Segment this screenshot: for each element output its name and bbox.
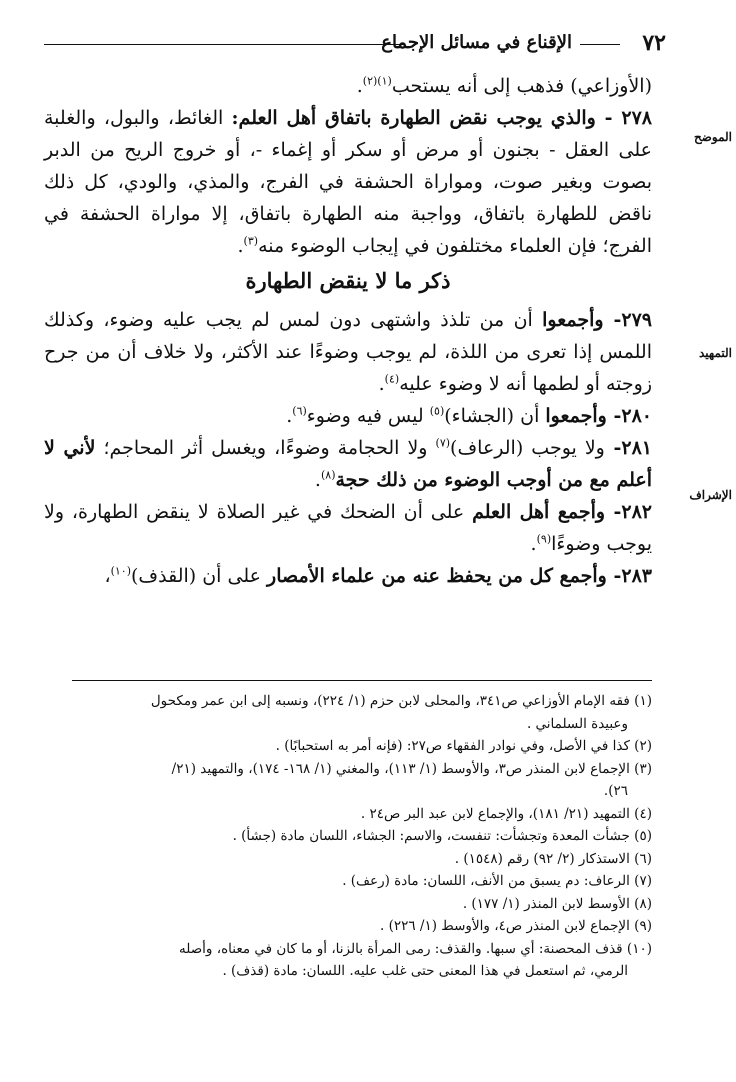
paragraph-number: ٢٨٢- (605, 501, 652, 523)
footnote-ref: (٤) (384, 372, 400, 386)
footnote-ref: (٩) (536, 532, 552, 546)
footnote: (٢) كذا في الأصل، وفي نوادر الفقهاء ص٢٧: (فإنه أمر به استحبابًا) . (275, 738, 652, 754)
paragraph-279: ٢٧٩- وأجمعوا أن من تلذذ واشتهى دون لمس لم يجب عليه وضوء، وكذلك اللمس إذا تعرى من اللذة، لم يوجب وضوءًا عند الأكثر، ولا خلاف أن من جرح زوجته أو لطمها أنه لا وضوء عليه$^{(٤)}$. (44, 309, 652, 395)
paragraph-281: ٢٨١- ولا يوجب (الرعاف)$^{(٧)}$ ولا الحجامة وضوءًا، ويغسل أثر المحاجم؛ لأني لا أعلم مع من أوجب الوضوء من ذلك حجة$^{(٨)}$. (44, 436, 652, 491)
footnote-ref: (٦) (292, 404, 307, 418)
footnote-ref: (٣) (243, 234, 259, 248)
footnote: (٧) الرعاف: دم يسبق من الأنف، اللسان: مادة (رعف) . (342, 873, 652, 889)
bold-phrase: وأجمعوا (545, 405, 607, 427)
book-title: الإقناع في مسائل الإجماع (381, 32, 572, 53)
paragraph-280: ٢٨٠- وأجمعوا أن (الجشاء)$^{(٥)}$ ليس فيه وضوء$^{(٦)}$. (286, 404, 652, 427)
header-rule-long (44, 44, 404, 45)
footnote: (١) فقه الإمام الأوزاعي ص٣٤١، والمحلى لابن حزم (١/ ٢٢٤)، ونسبه إلى ابن عمر ومكحول وعبيدة السلماني . (150, 693, 652, 732)
margin-label-tamhid: التمهيد (699, 346, 732, 360)
footnote-ref: (٨) (320, 468, 336, 482)
page-number: ٧٢ (642, 30, 666, 56)
paragraph-number: ٢٧٩- (603, 309, 652, 331)
paragraph-278: ٢٧٨ - والذي يوجب نقض الطهارة باتفاق أهل العلم: الغائط، والبول، والغلبة على العقل - بجنون أو مرض أو سكر أو إغماء -، أو خروج الريح من الدبر بصوت وبغير صوت، ومواراة الحشفة في الفرج، والمذي، والودي، كل ذلك ناقض للطهارة باتفاق، وواجبة منه الطهارة باتفاق، إلا مواراة الحشفة في الفرج؛ فإن العلماء مختلفون في إيجاب الوضوء منه$^{(٣)}$. (44, 107, 652, 257)
main-text (44, 70, 652, 592)
margin-label-mudih: الموضح (693, 130, 732, 144)
bold-phrase: لأني لا أعلم مع من أوجب الوضوء من ذلك حجة (44, 437, 652, 491)
footnote: (٩) الإجماع لابن المنذر ص٤، والأوسط (١/ ٢٢٦) . (380, 918, 652, 934)
bold-phrase: والذي يوجب نقض الطهارة باتفاق أهل العلم: (231, 107, 596, 129)
footnote-ref: (٧) (435, 436, 451, 450)
running-header (44, 30, 666, 64)
footnote: (٤) التمهيد (٢١/ ١٨١)، والإجماع لابن عبد البر ص٢٤ . (360, 805, 652, 822)
footnote-separator (72, 680, 652, 681)
margin-label-ishraf: الإشراف (689, 488, 732, 502)
bold-phrase: وأجمع أهل العلم (472, 501, 606, 523)
paragraph-number: ٢٨٣- (606, 565, 652, 587)
footnote: (٦) الاستذكار (٢/ ٩٢) رقم (١٥٤٨) . (454, 850, 652, 867)
paragraph-number: ٢٨١- (604, 437, 652, 459)
footnote: (٨) الأوسط لابن المنذر (١/ ١٧٧) . (462, 895, 652, 912)
footnote: (١٠) قذف المحصنة: أي سبها. والقذف: رمى المرأة بالزنا، أو ما كان في معناه، وأصله الرمي، ثم استعمل في هذا المعنى حتى غلب عليه. اللسان: مادة (قذف) . (179, 940, 652, 979)
paragraph-number: ٢٧٨ - (595, 107, 652, 129)
bold-phrase: وأجمعوا (542, 309, 604, 331)
continuation-line: (الأوزاعي) فذهب إلى أنه يستحب$^{(١)(٢)}$. (356, 74, 652, 97)
paragraph-282: ٢٨٢- وأجمع أهل العلم على أن الضحك في غير الصلاة لا ينقض الطهارة، ولا يوجب وضوءًا$^{(٩)}$. (44, 501, 652, 555)
footnote-ref: (٥) (429, 404, 445, 418)
paragraph-number: ٢٨٠- (606, 405, 652, 427)
footnote-ref: (١٠) (110, 564, 132, 578)
paragraph-283: ٢٨٣- وأجمع كل من يحفظ عنه من علماء الأمصار على أن (القذف)$^{(١٠)}$، (104, 564, 652, 587)
footnote-ref: (١)(٢) (362, 74, 392, 88)
bold-phrase: وأجمع كل من يحفظ عنه من علماء الأمصار (267, 565, 607, 587)
footnote: (٥) جشأت المعدة وتجشأت: تنفست، والاسم: الجشاء، اللسان مادة (جشأ) . (232, 828, 652, 844)
header-rule-short (580, 44, 620, 45)
section-heading: ذكر ما لا ينقض الطهارة (245, 268, 451, 293)
footnote: (٣) الإجماع لابن المنذر ص٣، والأوسط (١/ ١١٣)، والمغني (١/ ١٦٨- ١٧٤)، والتمهيد (٢١/ ٢٦). (171, 760, 652, 799)
footnotes (44, 690, 652, 983)
